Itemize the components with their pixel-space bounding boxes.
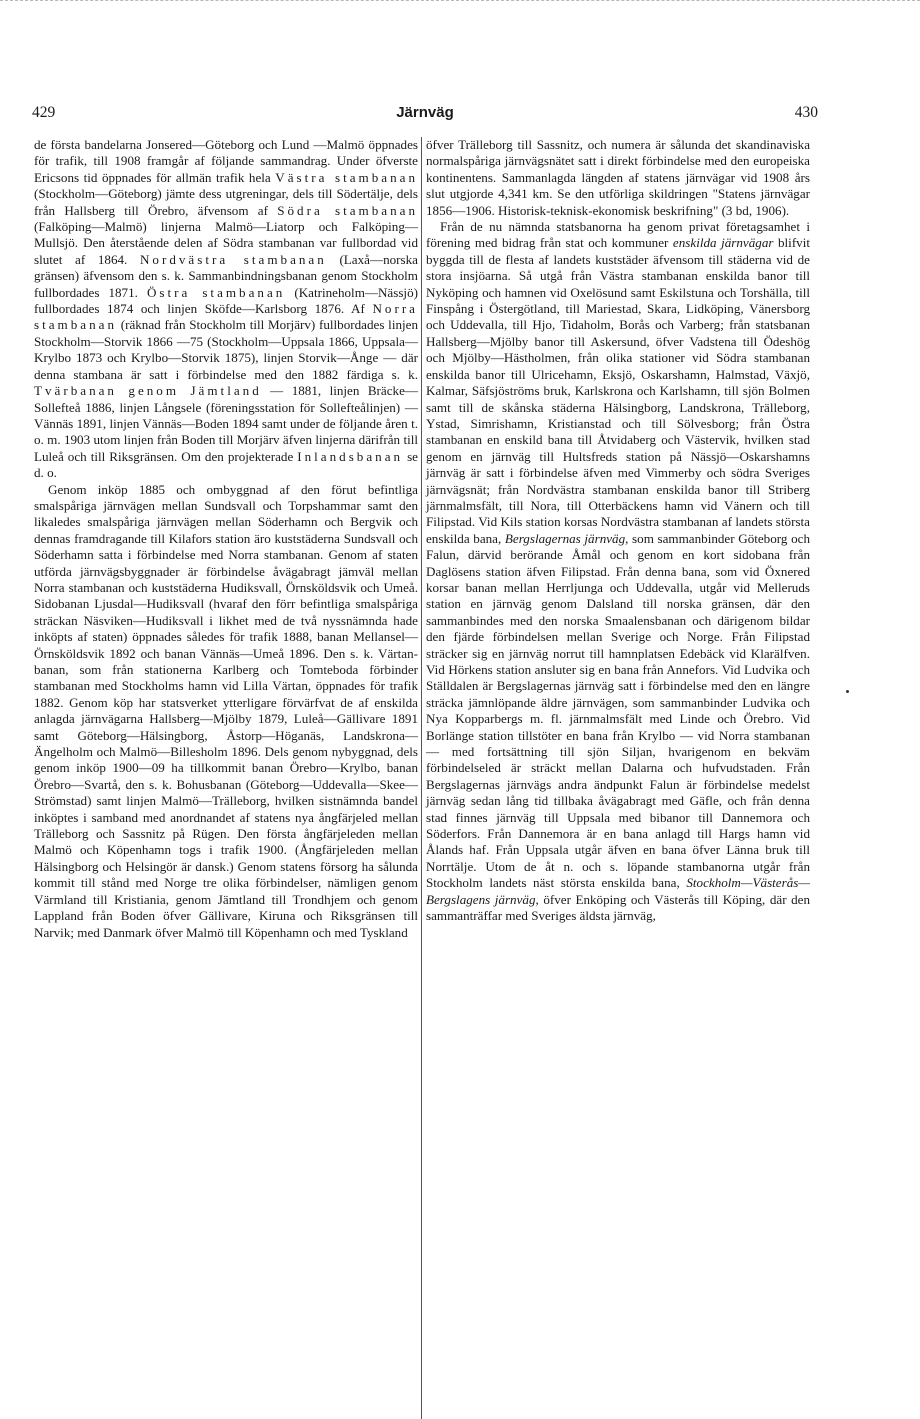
top-edge-rule <box>0 0 920 3</box>
line-name-inlandsbanan: Inlandsbanan <box>297 448 404 464</box>
left-paragraph-2: Genom inköp 1885 och ombyggnad af den förut befintliga smalspåriga järnvägen mellan Sundsvall och Torpshammar samt den likaledes smalspåriga järnvägen mellan Söderhamn och Bergvik och dennas framdragande till Kilafors station äro kuststäderna Sundsvall och Söderhamn satta i förbindelse med Norra stambanan. Genom af staten utförda järnvägsbyggnader är förbindelse åvägabragt jämväl mellan Norra stambanan och kuststäderna Hudiksvall, Örnsköldsvik och Umeå. Sidobanan Ljusdal—Hudiksvall (hvaraf den förr befintliga smalspåriga sträckan Näsviken—Hudiksvall i likhet med de två nyssnämnda hade inköpts af staten) öppnades således för trafik 1888, banan Mellansel—Örnsköldsvik 1892 och banan Vännäs—Umeå 1896. Den s. k. Värtan-banan, som från stationerna Karlberg och Tomteboda förbinder stambanan med Stockholms hamn vid Lilla Värtan, öppnades för trafik 1882. Genom köp har statsverket ytterligare förvärfvat de af enskilda anlagda järnvägarna Hallsberg—Mjölby 1879, Luleå—Gällivare 1891 samt Göteborg—Hälsingborg, Åstorp—Höganäs, Landskrona—Ängelholm och Malmö—Billesholm 1896. Dels genom nybyggnad, dels genom inköp 1900—09 ha tillkommit banan Örebro—Krylbo, banan Örebro—Svartå, den s. k. Bohusbanan (Göteborg—Uddevalla—Skee—Strömstad) samt linjen Malmö—Trälleborg, hvilken sistnämnda bandel inköptes i samband med anordnandet af statens nya ångfärjeled mellan Trälleborg och Sassnitz på Rügen. Den första ångfärjeleden mellan Malmö och Köpenhamn togs i trafik 1900. (Ångfärjeleden mellan Hälsingborg och Helsingör är dansk.) Genom statens försorg ha sålunda kommit till stånd med Norge tre olika förbindelser, nämligen genom Värmland till Kristiania, genom Jämtland till Trondhjem och genom Lappland från Boden öfver Gällivare, Kiruna och Riksgränsen till Narvik; med Danmark öfver Malmö till Köpenhamn och med Tyskland <box>34 481 418 940</box>
left-column <box>34 137 418 941</box>
page-number-right: 430 <box>794 104 818 121</box>
left-paragraph-1: de första bandelarna Jonsered—Göteborg och Lund —Malmö öppnades för trafik, till 1908 framgår af följande sammandrag. Under öfverste Ericsons tid öppnades för allmän trafik hela Västra stambanan (Stockholm—Göteborg) jämte dess utgreningar, dels till Södertälje, dels från Hallsberg till Örebro, äfvensom af Södra stambanan (Falköping—Malmö) linjerna Malmö—Liatorp och Falköping—Mullsjö. Den återstående delen af Södra stambanan var fullbordad vid slutet af 1864. Nordvästra stambanan (Laxå—norska gränsen) äfvensom den s. k. Sammanbindningsbanan genom Stockholm fullbordades 1871. Östra stambanan (Katrineholm—Nässjö) fullbordades 1874 och linjen Sköfde—Karlsborg 1876. Af Norra stambanan (räknad från Stockholm till Morjärv) fullbordades linjen Stockholm—Storvik 1866 —75 (Stockholm—Uppsala 1866, Uppsala—Krylbo 1873 och Krylbo—Storvik 1875), linjen Storvik—Ånge — där denna stambana är satt i förbindelse med den 1882 färdiga s. k. Tvärbanan genom Jämtland — 1881, linjen Bräcke—Sollefteå 1886, linjen Långsele (föreningsstation för Sollefteålinjen) — Vännäs 1891, linjen Vännäs—Boden 1894 samt under de följande åren t. o. m. 1903 utom linjen från Boden till Morjärv äfven linjerna därifrån till Luleå och till Riksgränsen. Om den projekterade Inlandsbanan se d. o. <box>34 137 418 481</box>
right-paragraph-1: öfver Trälleborg till Sassnitz, och numera är sålunda det skandinaviska normalspåriga järnvägsnätet satt i direkt förbindelse med den europeiska kontinentens. Sammanlagda längden af statens järnvägar vid 1908 års slut utgjorde 4,341 km. Se den utförliga skildringen "Statens järnvägar 1856—1906. Historisk-teknisk-ekonomisk beskrifning" (3 bd, 1906). <box>426 137 810 218</box>
term-enskilda-jarnvagar: enskilda järnvägar <box>672 235 774 251</box>
page-number-left: 429 <box>32 104 56 121</box>
line-name-nordvastra-stambanan: Nordvästra stambanan <box>139 251 327 267</box>
line-name-sodra-stambanan: Södra stambanan <box>277 202 418 218</box>
column-divider <box>421 137 422 1419</box>
line-name-norra-stambanan: Norra stambanan <box>34 301 418 333</box>
right-column <box>426 137 810 925</box>
page-header <box>32 104 818 126</box>
margin-speck <box>846 690 849 693</box>
line-name-tvarbanan: Tvärbanan genom Jämtland <box>34 383 262 399</box>
line-name-ostra-stambanan: Östra stambanan <box>146 284 286 300</box>
term-stockholm-vasteras-bergslagens: Stockholm—Västerås—Bergslagens järnväg <box>426 875 810 907</box>
line-name-vastra-stambanan: Västra stambanan <box>275 169 418 185</box>
term-bergslagernas-jarnvag: Bergslagernas järnväg <box>504 530 626 546</box>
right-paragraph-2: Från de nu nämnda statsbanorna ha genom privat företagsamhet i förening med bidrag från stat och kommuner enskilda järnvägar blifvit byggda till de flesta af landets kuststäder äfvensom till städerna vid de stora insjöarna. Så utgå från Västra stambanan enskilda banor till Nyköping och hamnen vid Oxelösund samt Eskilstuna och Torshälla, till Finspång i Östergötland, till Mariestad, Skara, Lidköping, Vänersborg och Uddevalla, till Hjo, Tidaholm, Borås och Varberg; från statsbanan Hallsberg—Mjölby banor till Askersund, öfver Vadstena till Ödeshög och Mjölby—Hästholmen, från olika stationer vid Södra stambanan enskilda banor till Ulricehamn, Eksjö, Oskarshamn, Halmstad, Växjö, Kalmar, Säfsjöströms bruk, Karlskrona och Karlshamn, till sjön Bolmen samt till de skånska städerna Hälsingborg, Landskrona, Trälleborg, Ystad, Simrishamn, Kristianstad och till Sölvesborg; från Östra stambanan en enskild bana till Åtvidaberg och Västervik, hvilken stad genom en järnväg till Hultsfreds station på Nässjö—Oskarshamns järnväg är satt i förbindelse äfven med Vimmerby och södra Sveriges järnvägsnät; från Nordvästra stambanan enskilda banor till Striberg järnmalmsfält, till Nora, till Otterbäckens hamn vid Vänern och till Filipstad. Vid Kils station korsas Nordvästra stambanan af landets största enskilda bana, Bergslagernas järnväg, som sammanbinder Göteborg och Falun, därvid berörande Åmål och genom en kort sidobana från Daglösens station äfven Filipstad. Från denna bana, som vid Öxnered korsar banan mellan Herrljunga och Uddevalla, utgår vid Melleruds station en järnväg genom Dalsland till norska gränsen, där den sammanbindes med den norska Smaalensbanan och därigenom bildar den fjärde förbindelsen mellan Sverige och Norge. Från Filipstad sträcker sig en järnväg norrut till hamnplatsen Edebäck vid Klarälfven. Vid Hörkens station ansluter sig en bana från Annefors. Vid Ludvika och Ställdalen är Bergslagernas järnväg satt i förbindelse med den en längre sträcka jämnlöpande äldre järnvägen, som sammanbinder Ludvika och Nya Kopparbergs m. fl. järnmalmsfält med Linde och Örebro. Vid Borlänge station tillstöter en bana från Krylbo — vid Norra stambanan — med fortsättning till sjön Siljan, hvarigenom en bekväm förbindelseled är sträckt mellan Dalarna och hufvudstaden. Från Bergslagernas järnvägs andra ändpunkt Falun är förbindelse medelst järnväg sedan lång tid tillbaka åvägabragt med Gäfle, och från denna stad finnes järnväg till Uppsala med bibanor till Dannemora och Söderfors. Från Dannemora är en bana anlagd till Hargs hamn vid Ålands haf. Från Uppsala utgår äfven en bana öfver Länna bruk till Norrtälje. Utom de åt n. och s. löpande stambanorna utgår från Stockholm landets näst största enskilda bana, Stockholm—Västerås—Bergslagens järnväg, öfver Enköping och Västerås till Köping, där den sammanträffar med Sveriges äldsta järnväg, <box>426 219 810 924</box>
running-title: Järnväg <box>396 104 454 121</box>
